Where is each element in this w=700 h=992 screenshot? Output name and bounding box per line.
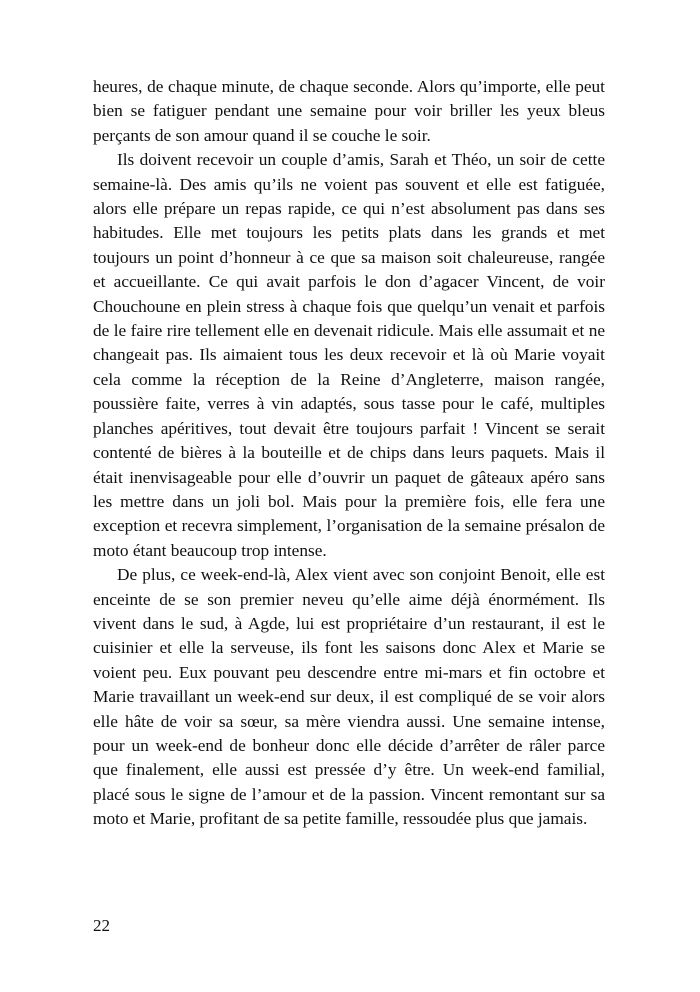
paragraph-family-weekend: De plus, ce week-end-là, Alex vient avec son conjoint Benoit, elle est enceinte de se son premier neveu qu’elle aime déjà énormément. Ils vivent dans le sud, à Agde, lui est propriétaire d’un restaurant, il est le cuisinier et elle la serveuse, ils font les saisons donc Alex et Marie se voient peu. Eux pouvant peu descendre entre mi-mars et fin octobre et Marie travaillant un week-end sur deux, il est compliqué de se voir alors elle hâte de voir sa sœur, sa mère viendra aussi. Une semaine intense, pour un week-end de bonheur donc elle décide d’arrêter de râler parce que finalement, elle aussi est pressée d’y être. Un week-end familial, placé sous le signe de l’amour et de la passion. Vincent remontant sur sa moto et Marie, profitant de sa petite famille, ressoudée plus que jamais.	[93, 565, 605, 829]
body-text	[93, 75, 605, 832]
paragraph-dinner-guests: Ils doivent recevoir un couple d’amis, Sarah et Théo, un soir de cette semaine-là. Des amis qu’ils ne voient pas souvent et elle est fatiguée, alors elle prépare un repas rapide, ce qui n’est absolument pas dans ses habitudes. Elle met toujours les petits plats dans les grands et met toujours un point d’honneur à ce que sa maison soit chaleureuse, rangée et accueillante. Ce qui avait parfois le don d’agacer Vincent, de voir Chouchoune en plein stress à chaque fois que quelqu’un venait et parfois de le faire rire tellement elle en devenait ridicule. Mais elle assumait et ne changeait pas. Ils aimaient tous les deux recevoir et là où Marie voyait cela comme la réception de la Reine d’Angleterre, maison rangée, poussière faite, verres à vin adaptés, sous tasse pour le café, multiples planches apéritives, tout devait être toujours parfait ! Vincent se serait contenté de bières à la bouteille et de chips dans leurs paquets. Mais il était inenvisageable pour elle d’ouvrir un paquet de gâteaux apéro sans les mettre dans un joli bol. Mais pour la première fois, elle fera une exception et recevra simplement, l’organisation de la semaine présalon de moto étant beaucoup trop intense.	[93, 150, 605, 560]
page-number: 22	[93, 916, 110, 935]
paragraph-continuation: heures, de chaque minute, de chaque seconde. Alors qu’importe, elle peut bien se fatiguer pendant une semaine pour voir briller les yeux bleus perçants de son amour quand il se couche le soir.	[93, 77, 605, 145]
